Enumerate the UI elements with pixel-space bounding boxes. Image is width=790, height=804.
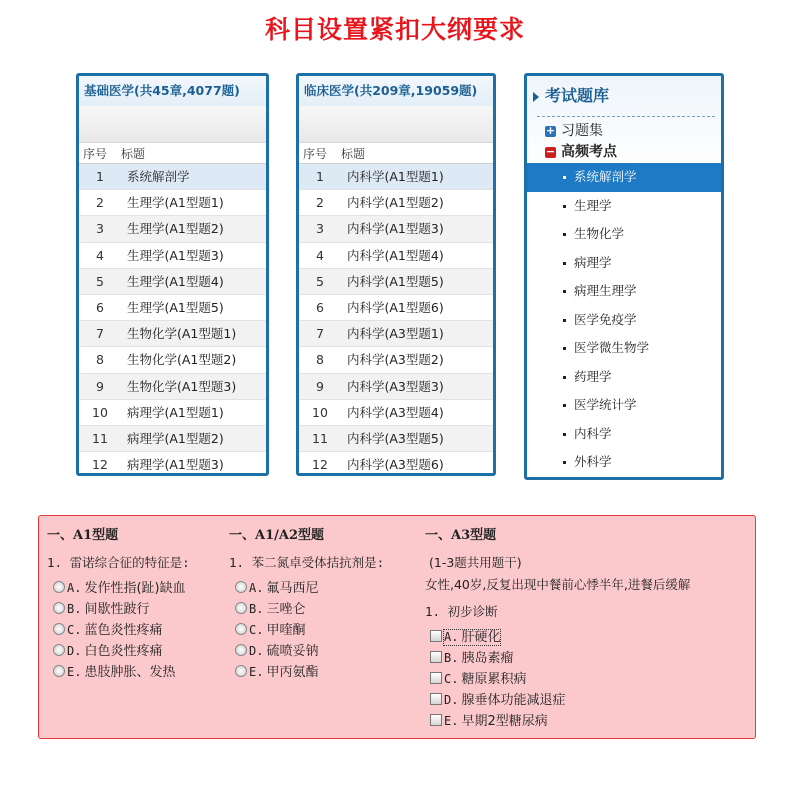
option-key: C. <box>67 623 82 637</box>
table-row[interactable] <box>79 243 266 269</box>
key-point-label: 系统解剖学 <box>574 169 637 184</box>
key-point-item[interactable] <box>527 334 721 363</box>
table-row[interactable] <box>79 164 266 190</box>
option-key: E. <box>444 714 459 728</box>
option-text: 患肢肿胀、发热 <box>84 665 176 680</box>
table-header <box>79 143 266 164</box>
key-point-item[interactable] <box>527 448 721 477</box>
basic-medicine-panel <box>76 73 269 476</box>
question-stem: 1. 苯二氮卓受体拮抗剂是: <box>229 555 385 570</box>
option-label <box>249 623 305 638</box>
option-key: C. <box>249 623 264 637</box>
table-row[interactable] <box>299 190 493 216</box>
table-row[interactable] <box>299 269 493 295</box>
key-point-item[interactable] <box>527 277 721 306</box>
row-number: 7 <box>96 326 104 342</box>
row-number: 7 <box>316 326 324 342</box>
option-key: A. <box>444 630 459 644</box>
row-number: 11 <box>92 430 108 446</box>
option-label <box>444 714 548 729</box>
option-label <box>444 630 500 645</box>
bullet-icon <box>563 404 566 407</box>
option-text: 腺垂体功能减退症 <box>461 693 566 708</box>
row-number: 3 <box>96 221 104 237</box>
row-title[interactable]: 内科学(A1型题4) <box>347 247 444 263</box>
option-item[interactable] <box>47 641 186 662</box>
row-title[interactable]: 内科学(A3型题1) <box>347 326 444 342</box>
option-text: 白色炎性疼痛 <box>84 644 163 659</box>
table-row[interactable] <box>299 164 493 190</box>
radio-button[interactable] <box>53 581 65 593</box>
bullet-icon <box>563 319 566 322</box>
radio-button[interactable] <box>53 602 65 614</box>
chapter-list <box>299 164 493 476</box>
row-number: 10 <box>312 404 328 420</box>
question-type: 一、A1/A2型题 <box>229 528 325 543</box>
question-type: 一、A3型题 <box>425 528 497 543</box>
table-row[interactable] <box>299 321 493 347</box>
option-key: D. <box>444 693 459 707</box>
option-key: E. <box>67 665 82 679</box>
key-point-label: 生理学 <box>574 197 612 213</box>
panel-toolbar <box>79 106 266 143</box>
tree-node-label: 高频考点 <box>561 144 617 160</box>
option-label <box>444 693 565 708</box>
key-point-item[interactable] <box>527 391 721 420</box>
option-text: 间歇性跛行 <box>84 602 150 617</box>
row-number: 9 <box>96 378 104 394</box>
option-label <box>67 665 175 680</box>
exam-bank-title <box>527 76 721 112</box>
row-title[interactable]: 内科学(A1型题2) <box>347 195 444 211</box>
key-point-label: 病理学 <box>574 254 612 270</box>
key-point-item[interactable] <box>527 363 721 392</box>
exam-bank-title-text: 考试题库 <box>545 86 610 105</box>
option-key: B. <box>67 602 82 616</box>
option-text: 发作性指(趾)缺血 <box>84 581 186 596</box>
question-stem: 1. 初步诊断 <box>425 604 498 619</box>
radio-button[interactable] <box>53 623 65 635</box>
row-number: 8 <box>316 352 324 368</box>
row-number: 11 <box>312 430 328 446</box>
table-row[interactable] <box>79 452 266 476</box>
bullet-icon <box>563 205 566 208</box>
tree-node-key-points[interactable] <box>527 142 721 163</box>
option-key: C. <box>444 672 459 686</box>
table-row[interactable] <box>299 243 493 269</box>
option-item[interactable] <box>229 662 318 683</box>
question-samples <box>38 515 756 739</box>
option-label <box>249 581 318 596</box>
minus-box-icon[interactable]: − <box>545 145 556 158</box>
option-item[interactable] <box>425 648 565 669</box>
key-point-label: 药理学 <box>574 368 612 384</box>
bullet-icon <box>563 176 566 179</box>
option-label <box>249 665 318 680</box>
option-key: D. <box>67 644 82 658</box>
option-text: 氟马西尼 <box>266 581 319 596</box>
key-point-label: 内科学 <box>574 425 612 441</box>
bullet-icon <box>563 290 566 293</box>
exam-bank-panel <box>524 73 724 480</box>
option-label <box>67 602 149 617</box>
option-label <box>249 644 318 659</box>
row-title[interactable]: 生物化学(A1型题3) <box>127 378 237 394</box>
key-point-item[interactable] <box>527 249 721 278</box>
row-title[interactable]: 内科学(A1型题1) <box>347 169 444 184</box>
key-point-item[interactable] <box>527 220 721 249</box>
table-row[interactable] <box>299 216 493 242</box>
panel-header: 临床医学(共209章,19059题) <box>299 76 493 106</box>
key-point-item[interactable] <box>527 306 721 335</box>
key-point-label: 医学微生物学 <box>574 340 650 355</box>
row-title[interactable]: 内科学(A3型题2) <box>347 352 444 368</box>
row-number: 4 <box>316 247 324 263</box>
option-item[interactable] <box>47 599 186 620</box>
table-row[interactable] <box>79 374 266 400</box>
row-title[interactable]: 病理学(A1型题3) <box>127 457 224 473</box>
row-number: 1 <box>316 169 324 184</box>
option-key: E. <box>249 665 264 679</box>
bullet-icon <box>563 347 566 350</box>
option-key: A. <box>249 581 264 595</box>
checkbox[interactable] <box>430 651 442 663</box>
radio-button[interactable] <box>235 581 247 593</box>
option-key: A. <box>67 581 82 595</box>
row-number: 12 <box>92 457 108 473</box>
row-title[interactable]: 内科学(A3型题4) <box>347 404 444 420</box>
row-title[interactable]: 内科学(A3型题5) <box>347 430 444 446</box>
row-title[interactable]: 病理学(A1型题2) <box>127 430 224 446</box>
row-title[interactable]: 生物化学(A1型题2) <box>127 352 237 368</box>
table-row[interactable] <box>79 216 266 242</box>
table-row[interactable] <box>79 426 266 452</box>
option-text: 糖原累积病 <box>461 672 527 687</box>
row-title[interactable]: 内科学(A1型题6) <box>347 299 444 315</box>
option-list <box>229 578 318 683</box>
option-item[interactable] <box>229 578 318 599</box>
key-point-label: 医学统计学 <box>574 397 637 412</box>
key-point-label: 病理生理学 <box>574 283 637 298</box>
table-row[interactable] <box>299 426 493 452</box>
row-title[interactable]: 内科学(A3型题6) <box>347 457 444 473</box>
option-item[interactable] <box>47 578 186 599</box>
option-text: 肝硬化 <box>461 630 501 645</box>
table-row[interactable] <box>79 295 266 321</box>
row-number: 6 <box>316 299 324 315</box>
table-row[interactable] <box>79 347 266 373</box>
tree-node-label: 习题集 <box>561 123 603 139</box>
chapter-list <box>79 164 266 476</box>
table-row[interactable] <box>79 269 266 295</box>
row-number: 6 <box>96 299 104 315</box>
key-point-label: 生物化学 <box>574 226 625 241</box>
option-item[interactable] <box>425 669 565 690</box>
row-number: 3 <box>316 221 324 237</box>
divider <box>537 116 715 117</box>
radio-button[interactable] <box>235 644 247 656</box>
col-header-title: 标题 <box>341 147 366 161</box>
table-row[interactable] <box>79 190 266 216</box>
row-number: 4 <box>96 247 104 263</box>
bullet-icon <box>563 376 566 379</box>
checkbox[interactable] <box>430 672 442 684</box>
bullet-icon <box>563 233 566 236</box>
option-text: 三唑仑 <box>266 602 306 617</box>
option-label <box>67 644 162 659</box>
col-header-no: 序号 <box>83 147 108 161</box>
option-key: B. <box>249 602 264 616</box>
key-point-item[interactable] <box>527 420 721 449</box>
row-title[interactable]: 内科学(A1型题5) <box>347 273 444 289</box>
row-number: 5 <box>96 273 104 289</box>
key-points-list <box>527 163 721 477</box>
option-text: 甲丙氨酯 <box>266 665 319 680</box>
option-label <box>67 623 162 638</box>
option-item[interactable] <box>229 620 318 641</box>
checkbox[interactable] <box>430 693 442 705</box>
table-row[interactable] <box>299 295 493 321</box>
shared-stem-note: (1-3题共用题干) <box>429 555 522 570</box>
triangle-right-icon <box>533 92 539 102</box>
option-text: 甲喹酮 <box>266 623 306 638</box>
bullet-icon <box>563 262 566 265</box>
row-number: 2 <box>96 195 104 211</box>
row-number: 8 <box>96 352 104 368</box>
row-title[interactable]: 病理学(A1型题1) <box>127 404 224 420</box>
radio-button[interactable] <box>235 623 247 635</box>
row-title[interactable]: 生物化学(A1型题1) <box>127 326 237 342</box>
bullet-icon <box>563 433 566 436</box>
option-label <box>67 581 186 596</box>
key-point-item[interactable] <box>527 192 721 221</box>
bullet-icon <box>563 461 566 464</box>
plus-box-icon[interactable]: + <box>545 124 556 137</box>
option-label <box>249 602 305 617</box>
row-title[interactable]: 生理学(A1型题2) <box>127 221 224 237</box>
radio-button[interactable] <box>53 644 65 656</box>
option-text: 蓝色炎性疼痛 <box>84 623 163 638</box>
panel-header: 基础医学(共45章,4077题) <box>79 76 266 106</box>
radio-button[interactable] <box>53 665 65 677</box>
table-row[interactable] <box>299 347 493 373</box>
tree-node-exercises[interactable] <box>527 121 721 142</box>
option-key: B. <box>444 651 459 665</box>
page-title: 科目设置紧扣大纲要求 <box>264 15 525 44</box>
table-row[interactable] <box>79 321 266 347</box>
option-label <box>444 672 526 687</box>
row-title[interactable]: 生理学(A1型题5) <box>127 299 224 315</box>
table-row[interactable] <box>79 400 266 426</box>
row-title[interactable]: 系统解剖学 <box>127 169 190 184</box>
question-stem: 1. 雷诺综合征的特征是: <box>47 555 190 570</box>
option-item[interactable] <box>47 620 186 641</box>
option-list <box>47 578 186 683</box>
option-item[interactable] <box>425 690 565 711</box>
option-item[interactable] <box>229 641 318 662</box>
option-label <box>444 651 513 666</box>
row-number: 5 <box>316 273 324 289</box>
panel-toolbar <box>299 106 493 143</box>
checkbox[interactable] <box>430 630 442 642</box>
col-header-no: 序号 <box>303 147 328 161</box>
table-row[interactable] <box>299 400 493 426</box>
radio-button[interactable] <box>235 665 247 677</box>
table-row[interactable] <box>299 452 493 476</box>
row-number: 1 <box>96 169 104 184</box>
table-header <box>299 143 493 164</box>
row-number: 9 <box>316 378 324 394</box>
option-text: 硫喷妥钠 <box>266 644 319 659</box>
option-item[interactable] <box>229 599 318 620</box>
option-list <box>425 627 565 732</box>
row-number: 12 <box>312 457 328 473</box>
option-text: 早期2型糖尿病 <box>461 714 548 729</box>
option-item[interactable] <box>47 662 186 683</box>
option-key: D. <box>249 644 264 658</box>
key-point-label: 外科学 <box>574 454 612 469</box>
key-point-item[interactable] <box>527 163 721 192</box>
key-point-label: 医学免疫学 <box>574 311 637 327</box>
row-title[interactable]: 内科学(A3型题3) <box>347 378 444 394</box>
row-title[interactable]: 生理学(A1型题4) <box>127 273 224 289</box>
case-description: 女性,40岁,反复出现中餐前心悸半年,进餐后缓解 <box>425 577 691 592</box>
col-header-title: 标题 <box>121 147 146 161</box>
table-row[interactable] <box>299 374 493 400</box>
checkbox[interactable] <box>430 714 442 726</box>
question-type: 一、A1型题 <box>47 528 119 543</box>
option-text: 胰岛素瘤 <box>461 651 514 666</box>
radio-button[interactable] <box>235 602 247 614</box>
row-number: 2 <box>316 195 324 211</box>
row-title[interactable]: 生理学(A1型题1) <box>127 195 224 211</box>
row-title[interactable]: 生理学(A1型题3) <box>127 247 224 263</box>
row-title[interactable]: 内科学(A1型题3) <box>347 221 444 237</box>
option-item[interactable] <box>425 711 565 732</box>
option-item[interactable] <box>425 627 565 648</box>
row-number: 10 <box>92 404 108 420</box>
clinical-medicine-panel <box>296 73 496 476</box>
